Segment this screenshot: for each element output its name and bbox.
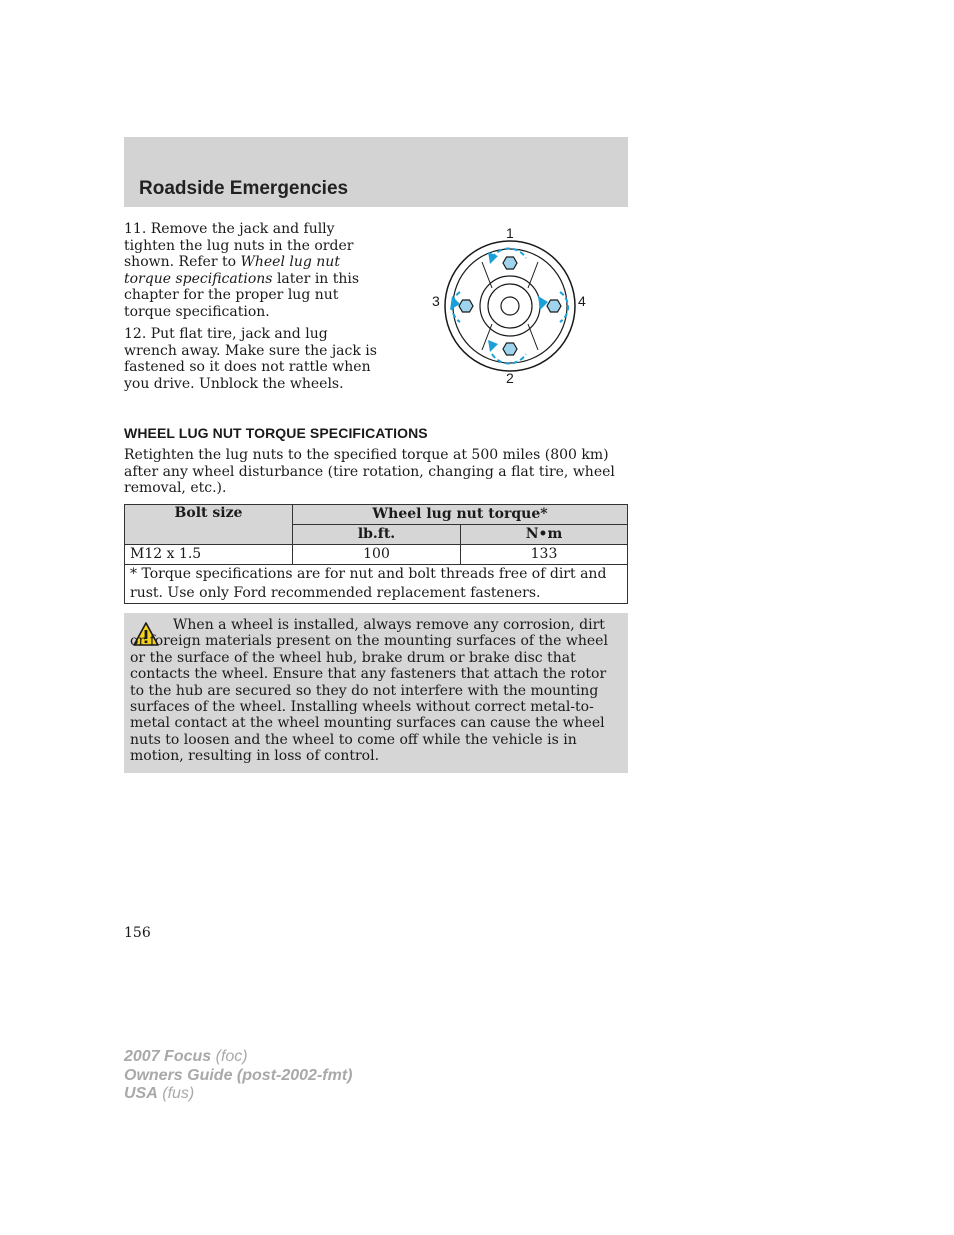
arrow-head xyxy=(488,340,498,352)
column-header-bolt-size: Bolt size xyxy=(125,505,293,545)
hub-ring-inner xyxy=(488,284,532,328)
step-text: Put flat tire, jack and lug wrench away. Make sure the jack is fastened so it does not rattle when you drive. Unblock the wheels. xyxy=(124,326,377,392)
footer-line-2 xyxy=(124,1067,352,1086)
center-bore xyxy=(501,297,519,315)
footer-model-code: (foc) xyxy=(215,1048,248,1065)
torque-table xyxy=(124,504,628,604)
table-header-row xyxy=(125,505,628,525)
lug-nut-4 xyxy=(547,300,561,312)
torque-intro-text: Retighten the lug nuts to the specified torque at 500 miles (800 km) after any wheel disturbance (tire rotation, changing a flat tire, wheel removal, etc.). xyxy=(124,447,615,496)
torque-specifications-heading: WHEEL LUG NUT TORQUE SPECIFICATIONS xyxy=(124,425,428,441)
step-text: later in this chapter for the proper lug nut torque specification. xyxy=(124,270,360,320)
warning-text: When a wheel is installed, always remove any corrosion, dirt or foreign materials present on the mounting surfaces of the wheel or the surface of the wheel hub, brake drum or brake disc that contacts the wheel. Ensure that any fasteners that attach the rotor to the hub are secured so they do not interfere with the mounting surfaces of the wheel. Installing wheels without correct metal-to-metal contact at the wheel mounting surfaces can cause the wheel nuts to loosen and the wheel to come off while the vehicle is in motion, resulting in loss of control. xyxy=(130,617,608,765)
arrow-head xyxy=(488,252,498,264)
order-label-2: 2 xyxy=(506,370,514,386)
order-label-4: 4 xyxy=(578,293,586,309)
page-number: 156 xyxy=(124,925,151,941)
footer-market: USA xyxy=(124,1085,158,1102)
order-label-3: 3 xyxy=(432,293,440,309)
lug-nut-order-diagram xyxy=(420,222,600,390)
hub-ring xyxy=(480,276,540,336)
footer-model: 2007 Focus xyxy=(124,1048,212,1065)
step-number: 12. xyxy=(124,326,147,342)
cell-bolt-size: M12 x 1.5 xyxy=(125,545,293,565)
step-text: Remove the jack and fully tighten the lug nuts in the order shown. Refer to xyxy=(124,221,354,270)
wheel-window xyxy=(482,262,538,350)
lug-nut-3 xyxy=(459,300,473,312)
order-label-1: 1 xyxy=(506,225,514,241)
footer-guide: Owners Guide (post-2002-fmt) xyxy=(124,1066,353,1084)
section-title: Roadside Emergencies xyxy=(139,178,349,199)
cell-lbft: 100 xyxy=(293,545,461,565)
cell-nm: 133 xyxy=(461,545,628,565)
footer-line-3 xyxy=(124,1085,352,1104)
footer-market-code: (fus) xyxy=(162,1085,195,1102)
step-number: 11. xyxy=(124,221,147,237)
lug-nut-1 xyxy=(503,257,517,269)
table-row xyxy=(125,545,628,565)
step-11 xyxy=(124,221,384,320)
table-footnote-row xyxy=(125,565,628,604)
unit-header-nm: N•m xyxy=(461,525,628,545)
document-footer xyxy=(124,1048,352,1104)
warning-box xyxy=(124,613,628,773)
step-reference: Wheel lug nut torque specifications xyxy=(124,254,340,287)
table-footnote: * Torque specifications are for nut and bolt threads free of dirt and rust. Use only Ford recommended replacement fasteners. xyxy=(125,565,628,604)
instruction-steps xyxy=(124,221,384,398)
lug-nut-2 xyxy=(503,343,517,355)
step-12 xyxy=(124,326,384,392)
column-header-torque: Wheel lug nut torque* xyxy=(293,505,628,525)
unit-header-lbft: lb.ft. xyxy=(293,525,461,545)
footer-line-1 xyxy=(124,1048,352,1067)
